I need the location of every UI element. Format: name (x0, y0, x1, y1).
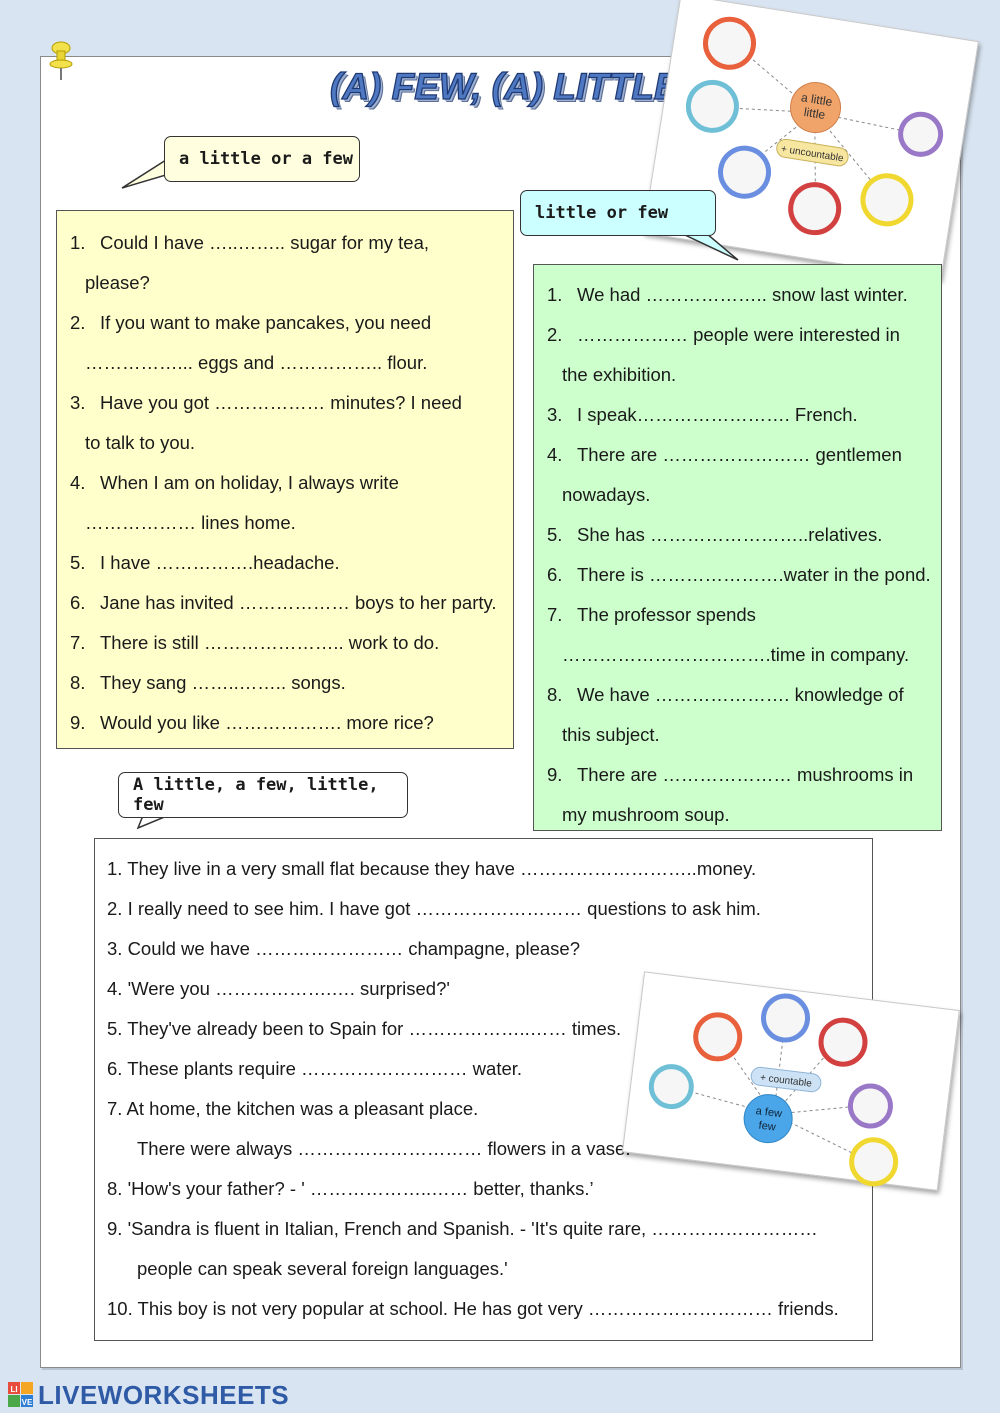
question-a-7 (70, 623, 513, 663)
question-text: 1. They live in a very small flat because they have ………………………..money. (107, 858, 757, 879)
question-b-1 (547, 275, 941, 315)
pushpin-icon (46, 40, 76, 82)
question-number: 4. (70, 472, 86, 493)
question-a-6 (70, 583, 513, 623)
callout-a-little-or-a-few (164, 136, 360, 182)
question-text: 9. 'Sandra is fluent in Italian, French and Spanish. - 'It's quite rare, ……………………… (107, 1218, 818, 1239)
question-number: 2. (547, 324, 563, 345)
question-text: They sang ……..…….. songs. (100, 672, 346, 693)
question-text-continued: ……………… lines home. (85, 512, 296, 533)
question-text-continued: my mushroom soup. (562, 804, 730, 825)
question-text: 6. These plants require ……………………… water. (107, 1058, 523, 1079)
svg-text:LI: LI (10, 1385, 18, 1394)
question-a-8 (70, 663, 513, 703)
question-c-10 (107, 1289, 872, 1329)
question-number: 9. (70, 712, 86, 733)
question-number: 6. (547, 564, 563, 585)
callout-a-label: a little or a few (179, 149, 353, 169)
question-text: 3. Could we have …………………… champagne, please? (107, 938, 580, 959)
question-text-continued: please? (85, 272, 150, 293)
callout-b-label: little or few (535, 203, 669, 223)
footer-brand (8, 1380, 289, 1410)
diagram-top-center-2: little (802, 104, 827, 123)
question-b-2 (547, 315, 941, 395)
question-c-8 (107, 1169, 872, 1209)
exercise-b-list (547, 275, 941, 835)
question-number: 7. (547, 604, 563, 625)
footer-brand-text: LIVEWORKSHEETS (38, 1379, 290, 1410)
question-text: Would you like ………………. more rice? (100, 712, 434, 733)
question-number: 6. (70, 592, 86, 613)
question-text: 5. They've already been to Spain for ………………..…… times. (107, 1018, 622, 1039)
question-b-7 (547, 595, 941, 675)
question-number: 9. (547, 764, 563, 785)
question-text-continued: this subject. (562, 724, 660, 745)
question-a-4 (70, 463, 513, 543)
diagram-bottom-center-1: a few (755, 1105, 783, 1121)
question-number: 8. (70, 672, 86, 693)
exercise-a-box (56, 210, 514, 749)
question-text: 4. 'Were you ……………….…. surprised?' (107, 978, 450, 999)
question-a-3 (70, 383, 513, 463)
diagram-bottom-center-2: few (757, 1119, 777, 1134)
question-text: If you want to make pancakes, you need (100, 312, 432, 333)
question-b-5 (547, 515, 941, 555)
question-number: 3. (70, 392, 86, 413)
question-text: Jane has invited ……………… boys to her party. (100, 592, 497, 613)
question-b-9 (547, 755, 941, 835)
question-text-continued: people can speak several foreign languages.' (137, 1258, 508, 1279)
question-text-continued: the exhibition. (562, 364, 677, 385)
question-b-4 (547, 435, 941, 515)
question-number: 5. (70, 552, 86, 573)
question-text: 7. At home, the kitchen was a pleasant place. (107, 1098, 479, 1119)
question-text-continued: nowadays. (562, 484, 651, 505)
question-text: We have …………………. knowledge of (577, 684, 904, 705)
question-a-5 (70, 543, 513, 583)
question-text: We had ……………….. snow last winter. (577, 284, 908, 305)
question-c-2 (107, 889, 872, 929)
liveworksheets-logo-icon (8, 1382, 34, 1408)
question-text: There is still ………………….. work to do. (100, 632, 440, 653)
question-number: 5. (547, 524, 563, 545)
question-text: 2. I really need to see him. I have got ……………………… questions to ask him. (107, 898, 761, 919)
callout-little-or-few (520, 190, 716, 236)
question-b-6 (547, 555, 941, 595)
question-a-9 (70, 703, 513, 743)
svg-text:VE: VE (21, 1398, 33, 1407)
question-c-1 (107, 849, 872, 889)
question-number: 1. (70, 232, 86, 253)
question-b-8 (547, 675, 941, 755)
question-text: 8. 'How's your father? - ' ………………..…… better, thanks.’ (107, 1178, 594, 1199)
question-text: I have …………….headache. (100, 552, 340, 573)
question-c-3 (107, 929, 872, 969)
question-text-continued: …………………………….time in company. (562, 644, 910, 665)
question-text-continued: ……………... eggs and …………….. flour. (85, 352, 428, 373)
diagram-top-tag: + uncountable (780, 143, 845, 165)
question-number: 1. (547, 284, 563, 305)
question-a-2 (70, 303, 513, 383)
question-c-9 (107, 1209, 872, 1289)
countable-diagram (622, 971, 960, 1190)
question-text: There is ………………….water in the pond. (577, 564, 931, 585)
question-text: Could I have …..…….. sugar for my tea, (100, 232, 430, 253)
question-number: 7. (70, 632, 86, 653)
question-number: 3. (547, 404, 563, 425)
exercise-b-box (533, 264, 942, 831)
question-text: She has ……………………..relatives. (577, 524, 883, 545)
exercise-a-list (70, 223, 513, 743)
question-a-1 (70, 223, 513, 303)
question-text-continued: to talk to you. (85, 432, 196, 453)
question-text: ……………… people were interested in (577, 324, 900, 345)
question-number: 2. (70, 312, 86, 333)
page-title: (A) FEW, (A) LITTLE (330, 66, 679, 107)
callout-c-label: A little, a few, little, few (133, 775, 379, 815)
diagram-bottom-tag: + countable (759, 1072, 813, 1090)
question-text: There are ………………… mushrooms in (577, 764, 914, 785)
question-b-3 (547, 395, 941, 435)
diagram-top-center-1: a little (800, 90, 834, 109)
question-text: 10. This boy is not very popular at school. He has got very ………………………… friends. (107, 1298, 839, 1319)
question-text: I speak……………………. French. (577, 404, 858, 425)
question-number: 4. (547, 444, 563, 465)
question-number: 8. (547, 684, 563, 705)
question-text: When I am on holiday, I always write (100, 472, 399, 493)
question-text: The professor spends (577, 604, 756, 625)
question-text: There are …………………… gentlemen (577, 444, 902, 465)
question-text-continued: There were always ………………………… flowers in a vase. (137, 1138, 631, 1159)
callout-a-little-a-few-little-few (118, 772, 408, 818)
question-text: Have you got ……………… minutes? I need (100, 392, 462, 413)
